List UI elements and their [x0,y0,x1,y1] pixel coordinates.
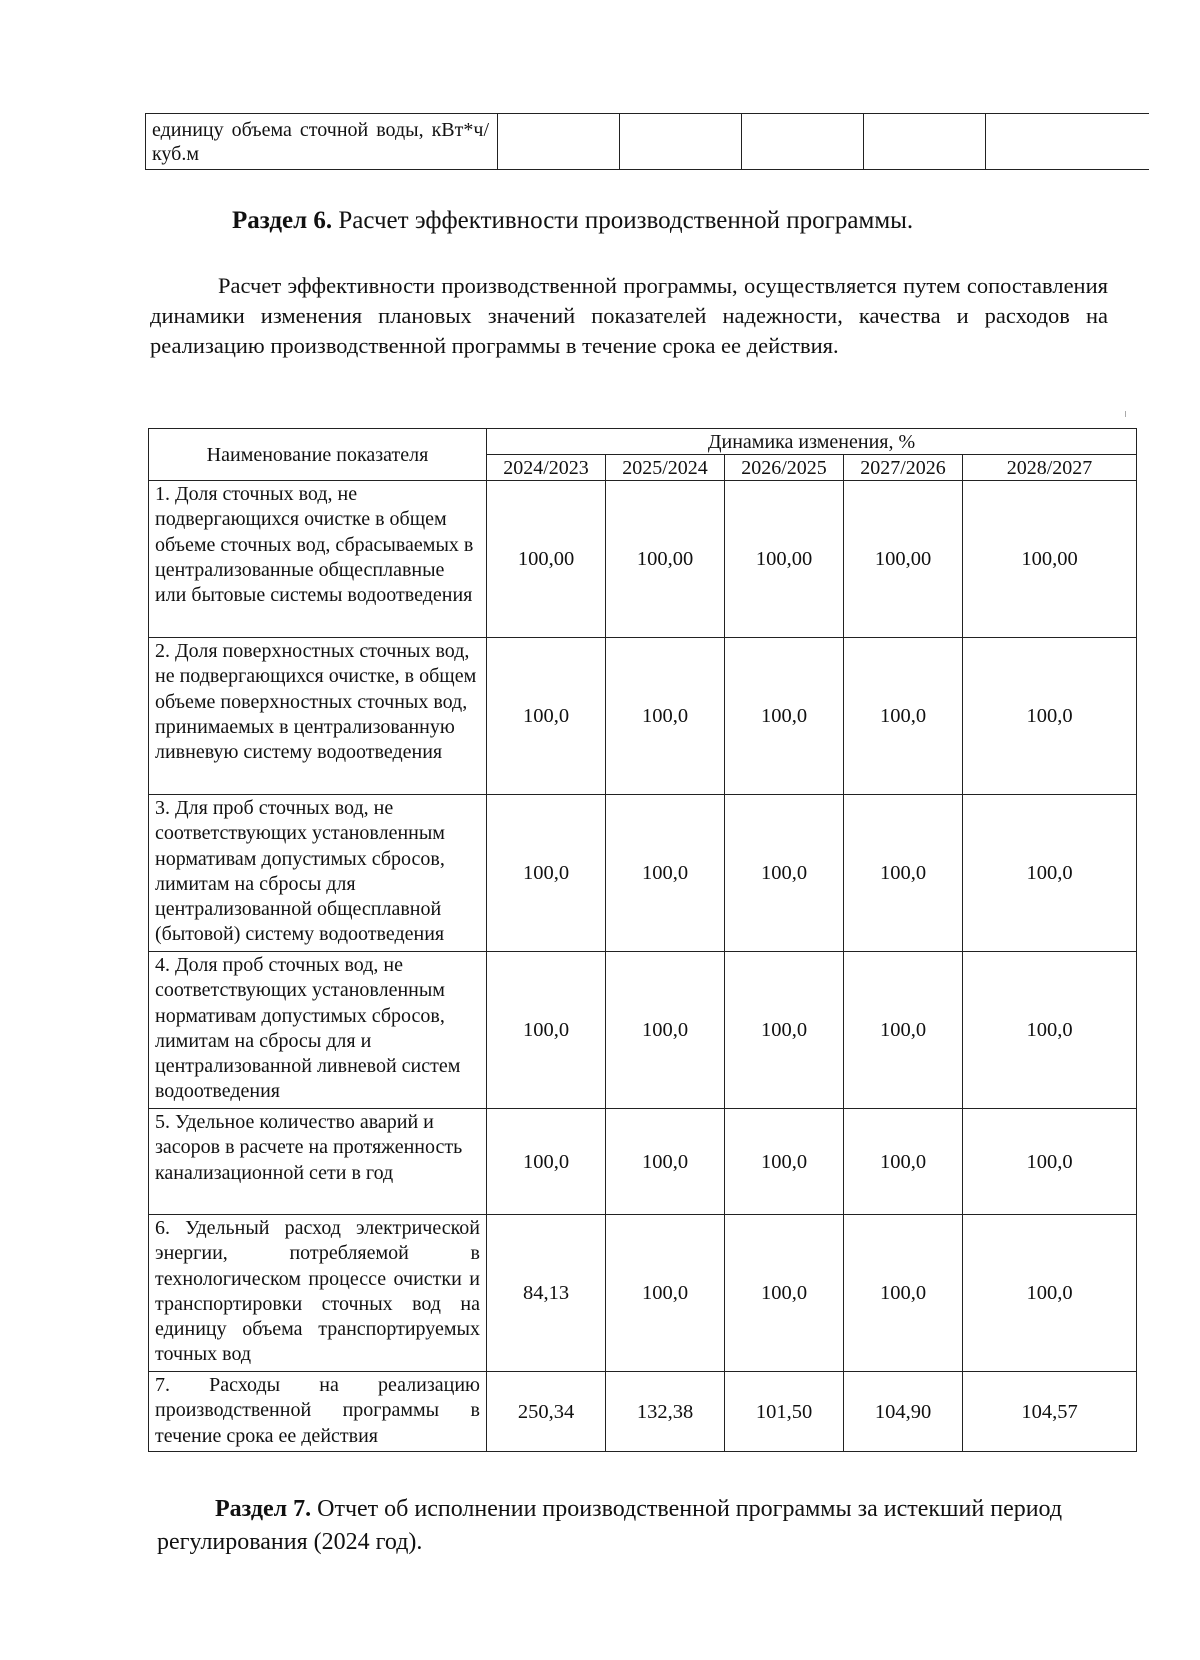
table-row [149,1109,1137,1215]
table-row [149,638,1137,795]
table-header-row [149,429,1137,455]
indicator-name: 5. Удельное количество аварий и засоров в расчете на протяженность канализационной сети в год [149,1109,487,1215]
fragment-cell [864,114,986,170]
section-6-heading [232,205,913,237]
value-cell: 100,00 [606,481,725,638]
value-cell: 100,0 [606,795,725,952]
group-header: Динамика изменения, % [487,429,1137,455]
table-row [149,481,1137,638]
section-7-title: Отчет об исполнении производственной программы за истекший период регулирования (2024 год). [157,1496,1063,1555]
value-cell: 100,0 [844,952,963,1109]
period-header: 2024/2023 [487,455,606,481]
value-cell: 100,0 [963,1109,1137,1215]
period-header: 2027/2026 [844,455,963,481]
continued-table-fragment [145,113,1149,170]
value-cell: 100,0 [606,638,725,795]
value-cell: 100,0 [487,638,606,795]
value-cell: 104,57 [963,1372,1137,1452]
value-cell: 100,0 [725,1215,844,1372]
value-cell: 100,00 [844,481,963,638]
value-cell: 100,0 [606,1109,725,1215]
value-cell: 100,0 [725,795,844,952]
value-cell: 100,00 [487,481,606,638]
value-cell: 100,0 [963,638,1137,795]
table-row [149,795,1137,952]
value-cell: 100,0 [963,795,1137,952]
value-cell: 250,34 [487,1372,606,1452]
section-7-heading [157,1493,1115,1559]
section-7-number: Раздел 7. [215,1496,312,1522]
section-6-title: Расчет эффективности производственной программы. [338,207,914,234]
value-cell: 101,50 [725,1372,844,1452]
value-cell: 100,0 [844,638,963,795]
indicator-name: 6. Удельный расход электрической энергии, потребляемой в технологическом процессе очистки и транспортировки сточных вод на единицу объема транспортируемых точных вод [149,1215,487,1372]
fragment-cell [986,114,1149,170]
value-cell: 100,0 [487,952,606,1109]
value-cell: 100,0 [487,795,606,952]
period-header: 2025/2024 [606,455,725,481]
indicator-name: 7. Расходы на реализацию производственной программы в течение срока ее действия [149,1372,487,1452]
section-6-paragraph: Расчет эффективности производственной программы, осуществляется путем сопоставления динамики изменения плановых значений показателей надежности, качества и расходов на реализацию производственной программы в течение срока ее действия. [150,273,1108,358]
margin-mark [1125,411,1126,417]
value-cell: 104,90 [844,1372,963,1452]
value-cell: 100,0 [606,952,725,1109]
table-row [146,114,1149,170]
value-cell: 132,38 [606,1372,725,1452]
table-row [149,1215,1137,1372]
value-cell: 100,0 [487,1109,606,1215]
value-cell: 100,0 [963,1215,1137,1372]
fragment-cell [620,114,742,170]
value-cell: 100,0 [725,1109,844,1215]
indicator-name: 4. Доля проб сточных вод, не соответствующих установленным нормативам допустимых сбросов, лимитам на сбросы для и централизованной ливневой систем водоотведения [149,952,487,1109]
col-name-header: Наименование показателя [149,429,487,481]
value-cell: 100,0 [844,1109,963,1215]
value-cell: 100,0 [725,952,844,1109]
section-6-number: Раздел 6. [232,207,333,234]
period-header: 2026/2025 [725,455,844,481]
value-cell: 100,00 [725,481,844,638]
value-cell: 100,0 [725,638,844,795]
value-cell: 100,00 [963,481,1137,638]
indicator-name: 3. Для проб сточных вод, не соответствующих установленным нормативам допустимых сбросов, лимитам на сбросы для централизованной общесплавной (бытовой) систему водоотведения [149,795,487,952]
fragment-cell [498,114,620,170]
efficiency-table [148,428,1137,1452]
period-header: 2028/2027 [963,455,1137,481]
table-row [149,952,1137,1109]
indicator-name: 1. Доля сточных вод, не подвергающихся очистке в общем объеме сточных вод, сбрасываемых в централизованные общесплавные или бытовые системы водоотведения [149,481,487,638]
value-cell: 84,13 [487,1215,606,1372]
value-cell: 100,0 [844,1215,963,1372]
value-cell: 100,0 [963,952,1137,1109]
table-row [149,1372,1137,1452]
value-cell: 100,0 [606,1215,725,1372]
value-cell: 100,0 [844,795,963,952]
fragment-label: единицу объема сточной воды, кВт*ч/куб.м [146,114,498,170]
indicator-name: 2. Доля поверхностных сточных вод, не подвергающихся очистке, в общем объеме поверхностных сточных вод, принимаемых в централизованную ливневую систему водоотведения [149,638,487,795]
fragment-cell [742,114,864,170]
